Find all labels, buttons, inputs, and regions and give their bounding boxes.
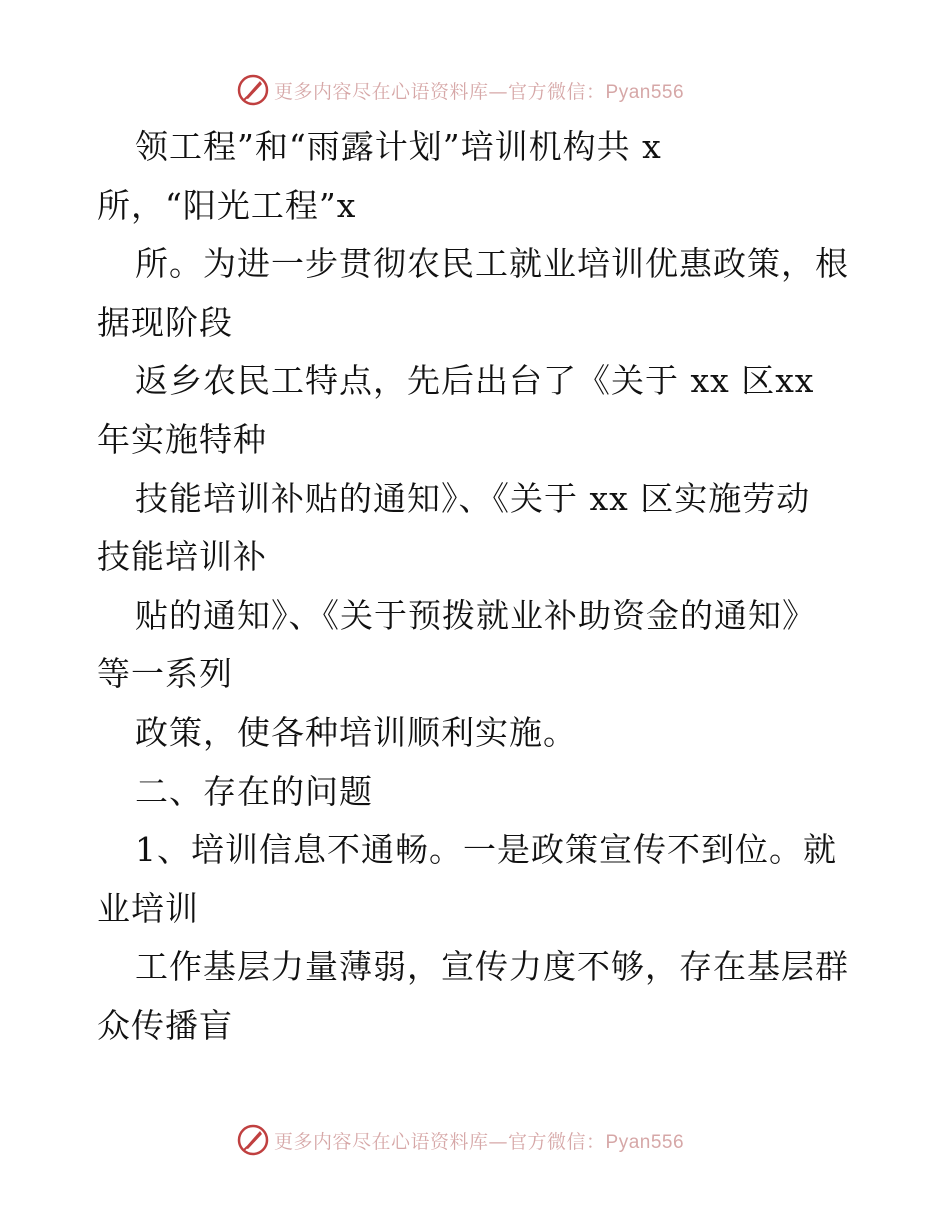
header-watermark [236,73,756,107]
text-line: 业培训 [97,888,199,928]
watermark-text: 更多内容尽在心语资料库—官方微信：Pyan556 [274,80,685,103]
text-line: 领工程”和“雨露计划”培训机构共 x [135,127,662,166]
text-line: 所。为进一步贯彻农民工就业培训优惠政策，根 [135,244,849,284]
text-line: 1、培训信息不通畅。一是政策宣传不到位。就 [135,830,837,870]
text-line: 二、存在的问题 [135,771,373,811]
text-line: 返乡农民工特点，先后出台了《关于 xx 区xx [135,361,815,401]
text-line: 技能培训补 [97,537,267,577]
footer-watermark [236,1123,756,1157]
text-line: 所，“阳光工程”x [97,185,357,225]
document-body [97,118,877,1056]
text-line: 年实施特种 [97,419,267,459]
quill-logo-icon [236,73,270,107]
text-line: 技能培训补贴的通知》、《关于 xx 区实施劳动 [135,478,811,518]
text-line: 据现阶段 [97,302,233,342]
text-line: 政策，使各种培训顺利实施。 [135,712,577,752]
watermark-text: 更多内容尽在心语资料库—官方微信：Pyan556 [274,1130,685,1153]
text-line: 众传播盲 [97,1005,233,1045]
text-line: 工作基层力量薄弱，宣传力度不够，存在基层群 [135,947,849,987]
text-line: 贴的通知》、《关于预拨就业补助资金的通知》 [135,595,816,635]
text-line: 等一系列 [97,654,233,694]
quill-logo-icon [236,1123,270,1157]
